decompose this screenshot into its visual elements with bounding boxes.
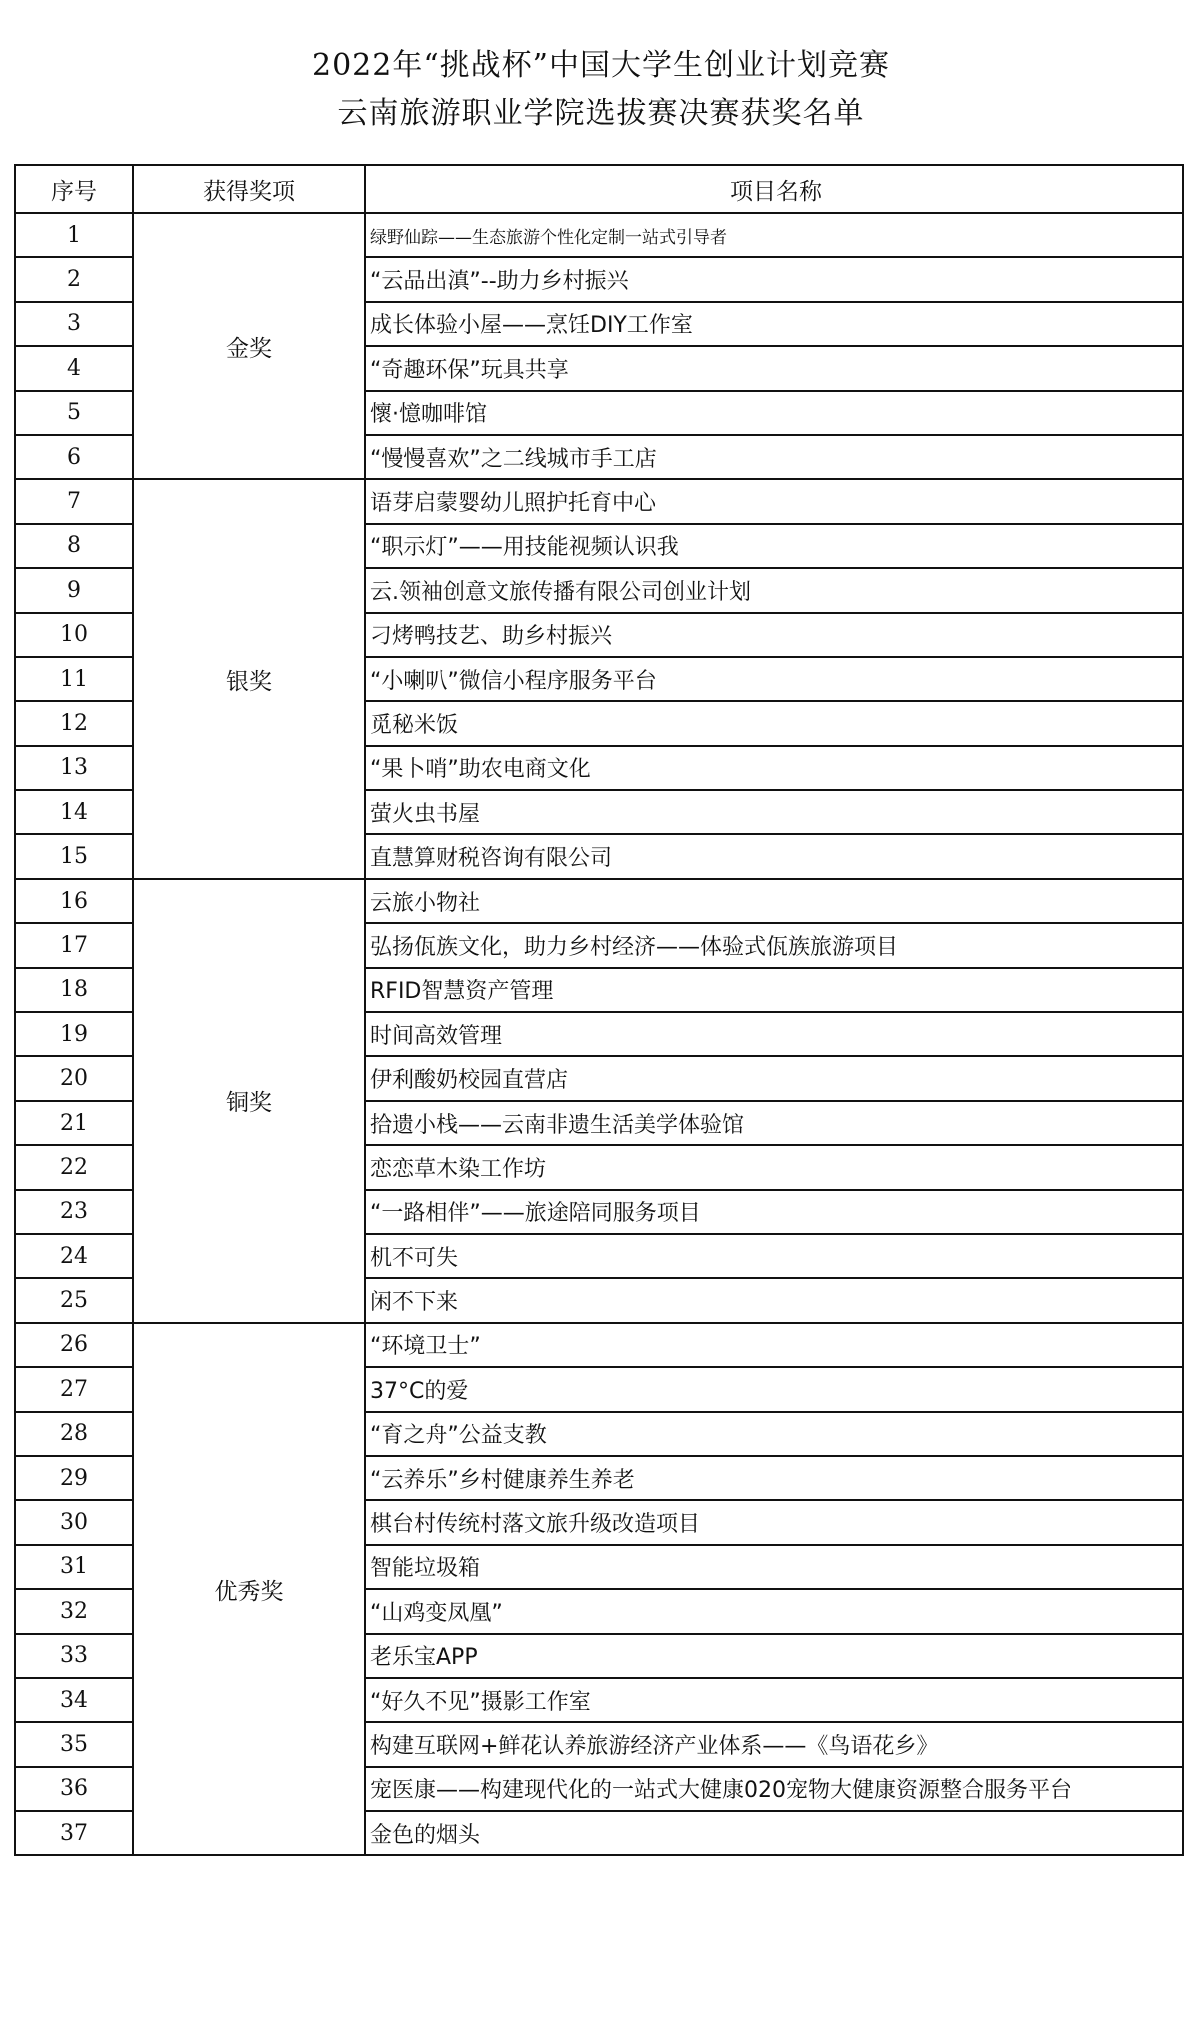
project-name: 云旅小物社 bbox=[365, 879, 1183, 923]
project-name: 金色的烟头 bbox=[365, 1811, 1183, 1855]
row-number: 7 bbox=[15, 479, 133, 523]
row-number: 33 bbox=[15, 1634, 133, 1678]
project-name: 智能垃圾箱 bbox=[365, 1545, 1183, 1589]
project-name: “职示灯”——用技能视频认识我 bbox=[365, 524, 1183, 568]
document-title-line-2: 云南旅游职业学院选拔赛决赛获奖名单 bbox=[337, 96, 865, 131]
table-row bbox=[15, 213, 1183, 257]
header-number: 序号 bbox=[15, 165, 133, 213]
project-name: 宠医康——构建现代化的一站式大健康020宠物大健康资源整合服务平台 bbox=[365, 1767, 1183, 1811]
project-name: 时间高效管理 bbox=[365, 1012, 1183, 1056]
row-number: 22 bbox=[15, 1145, 133, 1189]
project-name: 恋恋草木染工作坊 bbox=[365, 1145, 1183, 1189]
project-name: 云.领袖创意文旅传播有限公司创业计划 bbox=[365, 568, 1183, 612]
project-name: “小喇叭”微信小程序服务平台 bbox=[365, 657, 1183, 701]
row-number: 1 bbox=[15, 213, 133, 257]
row-number: 21 bbox=[15, 1101, 133, 1145]
row-number: 36 bbox=[15, 1767, 133, 1811]
row-number: 5 bbox=[15, 391, 133, 435]
row-number: 24 bbox=[15, 1234, 133, 1278]
project-name: 绿野仙踪——生态旅游个性化定制一站式引导者 bbox=[365, 213, 1183, 257]
row-number: 13 bbox=[15, 746, 133, 790]
row-number: 31 bbox=[15, 1545, 133, 1589]
row-number: 15 bbox=[15, 834, 133, 878]
project-name: 刁烤鸭技艺、助乡村振兴 bbox=[365, 613, 1183, 657]
project-name: “好久不见”摄影工作室 bbox=[365, 1678, 1183, 1722]
project-name: 37°C的爱 bbox=[365, 1367, 1183, 1411]
project-name: “奇趣环保”玩具共享 bbox=[365, 346, 1183, 390]
row-number: 25 bbox=[15, 1278, 133, 1322]
row-number: 20 bbox=[15, 1056, 133, 1100]
project-name: 拾遗小栈——云南非遗生活美学体验馆 bbox=[365, 1101, 1183, 1145]
project-name: 直慧算财税咨询有限公司 bbox=[365, 834, 1183, 878]
row-number: 10 bbox=[15, 613, 133, 657]
row-number: 2 bbox=[15, 257, 133, 301]
row-number: 16 bbox=[15, 879, 133, 923]
award-table bbox=[14, 164, 1184, 1856]
row-number: 12 bbox=[15, 701, 133, 745]
project-name: 棋台村传统村落文旅升级改造项目 bbox=[365, 1500, 1183, 1544]
row-number: 8 bbox=[15, 524, 133, 568]
award-level: 优秀奖 bbox=[133, 1323, 365, 1856]
project-name: “云品出滇”--助力乡村振兴 bbox=[365, 257, 1183, 301]
row-number: 14 bbox=[15, 790, 133, 834]
row-number: 26 bbox=[15, 1323, 133, 1367]
row-number: 29 bbox=[15, 1456, 133, 1500]
project-name: 语芽启蒙婴幼儿照护托育中心 bbox=[365, 479, 1183, 523]
row-number: 9 bbox=[15, 568, 133, 612]
row-number: 35 bbox=[15, 1722, 133, 1766]
row-number: 19 bbox=[15, 1012, 133, 1056]
table-header-row bbox=[15, 165, 1183, 213]
header-award: 获得奖项 bbox=[133, 165, 365, 213]
table-row bbox=[15, 879, 1183, 923]
table-row bbox=[15, 479, 1183, 523]
table-row bbox=[15, 1323, 1183, 1367]
table-body bbox=[15, 213, 1183, 1855]
project-name: 构建互联网+鲜花认养旅游经济产业体系——《鸟语花乡》 bbox=[365, 1722, 1183, 1766]
header-project-name: 项目名称 bbox=[365, 165, 1183, 213]
project-name: 老乐宝APP bbox=[365, 1634, 1183, 1678]
project-name: “一路相伴”——旅途陪同服务项目 bbox=[365, 1190, 1183, 1234]
award-level: 铜奖 bbox=[133, 879, 365, 1323]
row-number: 18 bbox=[15, 968, 133, 1012]
row-number: 23 bbox=[15, 1190, 133, 1234]
row-number: 28 bbox=[15, 1412, 133, 1456]
project-name: 机不可失 bbox=[365, 1234, 1183, 1278]
project-name: “山鸡变凤凰” bbox=[365, 1589, 1183, 1633]
project-name: RFID智慧资产管理 bbox=[365, 968, 1183, 1012]
row-number: 6 bbox=[15, 435, 133, 479]
project-name: 伊利酸奶校园直营店 bbox=[365, 1056, 1183, 1100]
row-number: 37 bbox=[15, 1811, 133, 1855]
project-name: 成长体验小屋——烹饪DIY工作室 bbox=[365, 302, 1183, 346]
row-number: 17 bbox=[15, 923, 133, 967]
project-name: 懷·憶咖啡馆 bbox=[365, 391, 1183, 435]
row-number: 34 bbox=[15, 1678, 133, 1722]
project-name: “育之舟”公益支教 bbox=[365, 1412, 1183, 1456]
row-number: 11 bbox=[15, 657, 133, 701]
project-name: 弘扬佤族文化，助力乡村经济——体验式佤族旅游项目 bbox=[365, 923, 1183, 967]
project-name: 觅秘米饭 bbox=[365, 701, 1183, 745]
award-level: 银奖 bbox=[133, 479, 365, 879]
project-name: 闲不下来 bbox=[365, 1278, 1183, 1322]
row-number: 3 bbox=[15, 302, 133, 346]
row-number: 27 bbox=[15, 1367, 133, 1411]
project-name: “云养乐”乡村健康养生养老 bbox=[365, 1456, 1183, 1500]
row-number: 32 bbox=[15, 1589, 133, 1633]
row-number: 30 bbox=[15, 1500, 133, 1544]
project-name: 萤火虫书屋 bbox=[365, 790, 1183, 834]
project-name: “慢慢喜欢”之二线城市手工店 bbox=[365, 435, 1183, 479]
row-number: 4 bbox=[15, 346, 133, 390]
award-level: 金奖 bbox=[133, 213, 365, 479]
document-title-line-1: 2022年“挑战杯”中国大学生创业计划竞赛 bbox=[311, 48, 891, 83]
project-name: “果卜哨”助农电商文化 bbox=[365, 746, 1183, 790]
project-name: “环境卫士” bbox=[365, 1323, 1183, 1367]
